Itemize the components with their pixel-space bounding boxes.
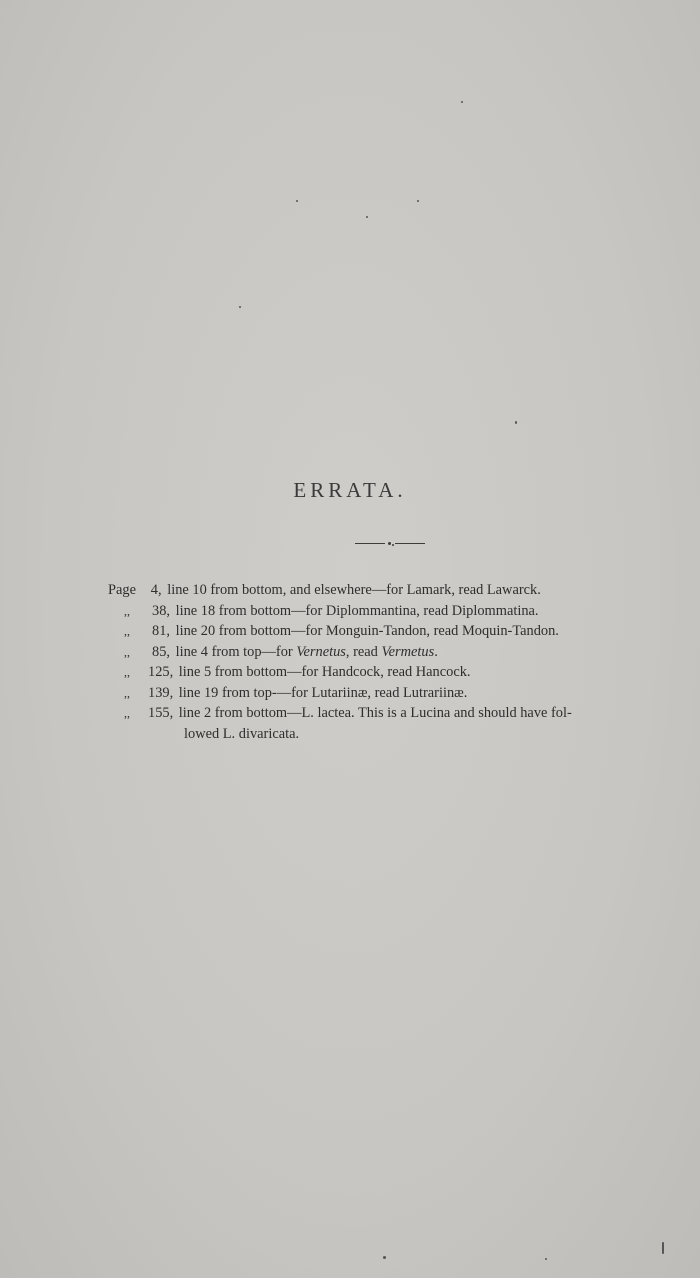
entry-prefix: ,,: [124, 644, 130, 659]
entry-text: line 19 from top-—for Lutariinæ, read Lutrariinæ.: [178, 684, 468, 701]
rule-line-right: [395, 543, 425, 544]
paper-speck: [366, 216, 368, 218]
entry-text: line 18 from bottom—for Diplommantina, read Diplommatina.: [175, 602, 539, 619]
entry-page: 125,: [148, 664, 174, 680]
entry-italic-wrong: Vernetus: [296, 643, 346, 660]
paper-speck: [417, 200, 419, 202]
entry-page: 139,: [148, 684, 174, 701]
paper-mark: [662, 1242, 664, 1254]
entry-prefix: ,,: [124, 603, 130, 618]
ornamental-rule: [355, 540, 425, 548]
errata-entry: [108, 642, 668, 663]
errata-list: [108, 580, 668, 744]
entry-page: 38,: [152, 602, 170, 619]
paper-speck: [383, 1256, 386, 1259]
entry-text: line 2 from bottom—L. lactea. This is a Lucina and should have fol-: [178, 705, 572, 721]
entry-prefix: ,,: [124, 706, 130, 720]
page-title: ERRATA.: [293, 478, 407, 502]
entry-italic-correct: Vermetus: [381, 643, 435, 660]
rule-dot: [388, 542, 391, 545]
errata-entry: [108, 621, 668, 642]
paper-speck: [461, 101, 463, 103]
paper-speck: [239, 306, 241, 308]
entry-page: 155,: [148, 705, 174, 721]
entry-continuation: lowed L. divaricata.: [184, 725, 300, 742]
rule-line-left: [355, 543, 385, 544]
entry-prefix: Page: [108, 582, 136, 598]
entry-text: line 5 from bottom—for Handcock, read Hancock.: [178, 664, 471, 680]
entry-page: 85,: [152, 643, 170, 660]
rule-dot: [392, 544, 394, 546]
entry-page: 81,: [152, 623, 170, 639]
errata-entry: [108, 580, 668, 601]
entry-prefix: ,,: [124, 685, 130, 700]
entry-page: 4,: [150, 582, 162, 598]
entry-text-after: .: [434, 643, 438, 660]
errata-entry: [108, 662, 668, 683]
errata-entry: [108, 683, 668, 704]
paper-speck: [545, 1258, 547, 1260]
paper-speck: [296, 200, 298, 202]
entry-text: line 10 from bottom, and elsewhere—for Lamark, read Lawarck.: [167, 582, 541, 598]
entry-text-before: line 4 from top—for: [175, 643, 297, 660]
entry-text-mid: , read: [345, 643, 382, 660]
errata-entry: [108, 703, 668, 744]
entry-prefix: ,,: [124, 624, 130, 638]
entry-prefix: ,,: [124, 665, 130, 679]
errata-entry: [108, 601, 668, 622]
paper-speck: [515, 421, 517, 424]
entry-text: line 20 from bottom—for Monguin-Tandon, read Moquin-Tandon.: [175, 623, 559, 639]
